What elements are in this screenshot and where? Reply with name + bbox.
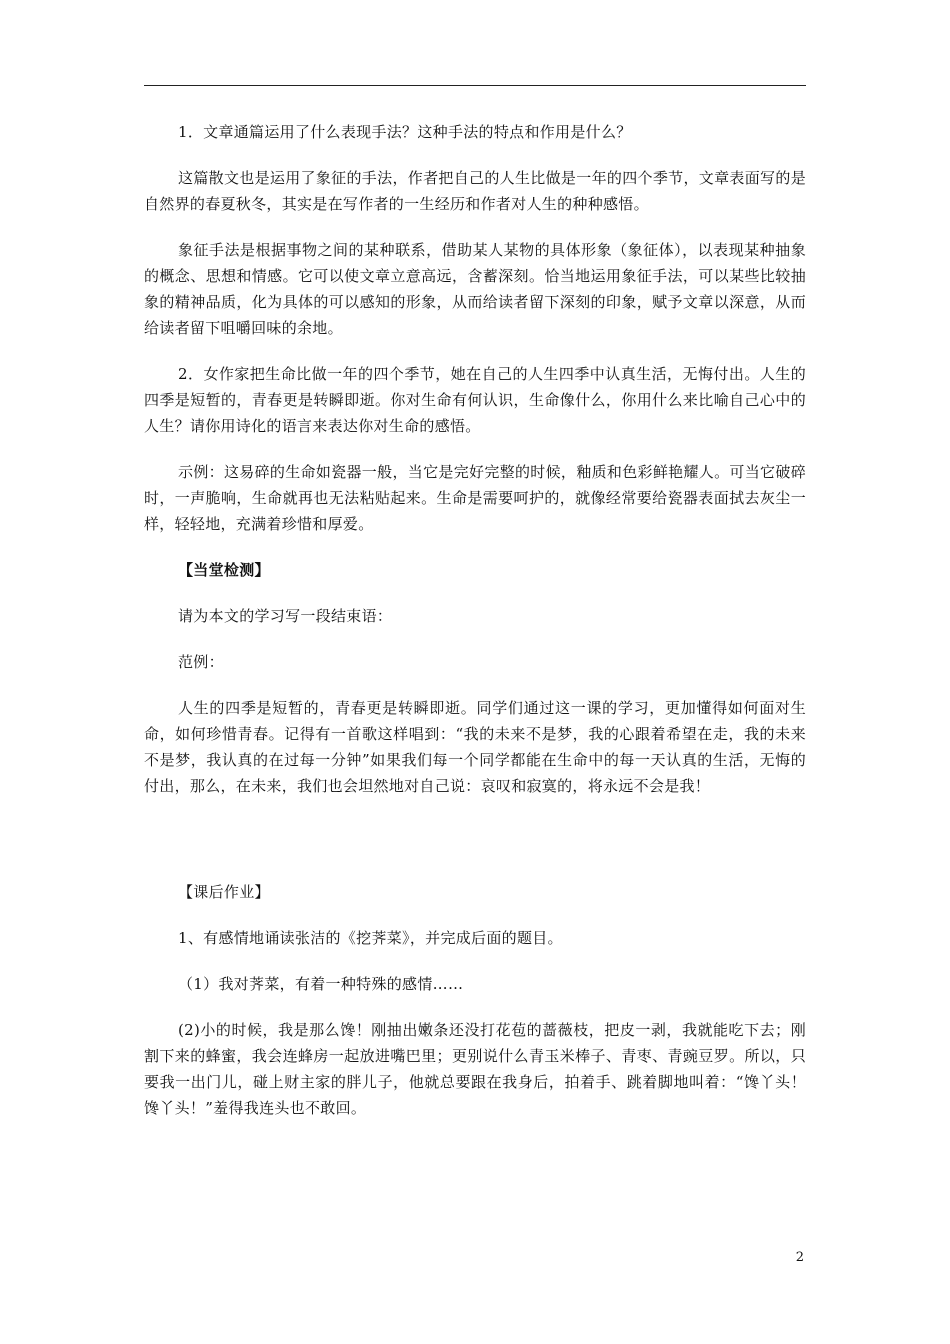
example-text: 人生的四季是短暂的，青春更是转瞬即逝。同学们通过这一课的学习，更加懂得如何面对生命，如何珍惜青春。记得有一首歌这样唱到：“我的未来不是梦，我的心跟着希望在走，我的未来不是梦，我认真的在过每一分钟”如果我们每一个同学都能在生命中的每一天认真的生活，无悔的付出，那么，在未来，我们也会坦然地对自己说：哀叹和寂寞的，将永远不会是我！ (144, 699, 806, 795)
answer-1-paragraph-1: 这篇散文也是运用了象征的手法，作者把自己的人生比做是一年的四个季节，文章表面写的是自然界的春夏秋冬，其实是在写作者的一生经历和作者对人生的种种感悟。 (144, 169, 806, 213)
homework-item-1: 1、有感情地诵读张洁的《挖荠菜》，并完成后面的题目。 (178, 929, 563, 947)
homework-item-1-part-1: （1）我对荠菜，有着一种特殊的感情…… (178, 975, 464, 993)
section-heading-homework: 【课后作业】 (178, 883, 270, 901)
section-heading-in-class-check: 【当堂检测】 (178, 561, 270, 579)
header-rule (144, 85, 806, 86)
answer-2-example: 示例：这易碎的生命如瓷器一般，当它是完好完整的时候，釉质和色彩鲜艳耀人。可当它破碎时，一声脆响，生命就再也无法粘贴起来。生命是需要呵护的，就像经常要给瓷器表面拭去灰尘一样，轻轻地，充满着珍惜和厚爱。 (144, 463, 806, 533)
question-1: 1．文章通篇运用了什么表现手法？这种手法的特点和作用是什么？ (178, 123, 632, 141)
homework-item-1-part-2: (2)小的时候，我是那么馋！刚抽出嫩条还没打花苞的蔷薇枝，把皮一剥，我就能吃下去；刚割下来的蜂蜜，我会连蜂房一起放进嘴巴里；更别说什么青玉米棒子、青枣、青豌豆罗。所以，只要我一出门儿，碰上财主家的胖儿子，他就总要跟在我身后，拍着手、跳着脚地叫着：“馋丫头！馋丫头！”羞得我连头也不敢回。 (144, 1021, 806, 1117)
page-number: 2 (795, 1250, 804, 1265)
section-spacer (144, 819, 806, 879)
answer-1-paragraph-2: 象征手法是根据事物之间的某种联系，借助某人某物的具体形象（象征体），以表现某种抽象的概念、思想和情感。它可以使文章立意高远，含蓄深刻。恰当地运用象征手法，可以某些比较抽象的精神品质，化为具体的可以感知的形象，从而给读者留下深刻的印象，赋予文章以深意，从而给读者留下咀嚼回味的余地。 (144, 241, 806, 337)
example-label: 范例： (178, 653, 224, 671)
document-body (144, 119, 806, 1141)
question-2: 2．女作家把生命比做一年的四个季节，她在自己的人生四季中认真生活，无悔付出。人生的四季是短暂的，青春更是转瞬即逝。你对生命有何认识，生命像什么，你用什么来比喻自己心中的人生？请你用诗化的语言来表达你对生命的感悟。 (144, 365, 806, 435)
check-prompt: 请为本文的学习写一段结束语： (178, 607, 393, 625)
